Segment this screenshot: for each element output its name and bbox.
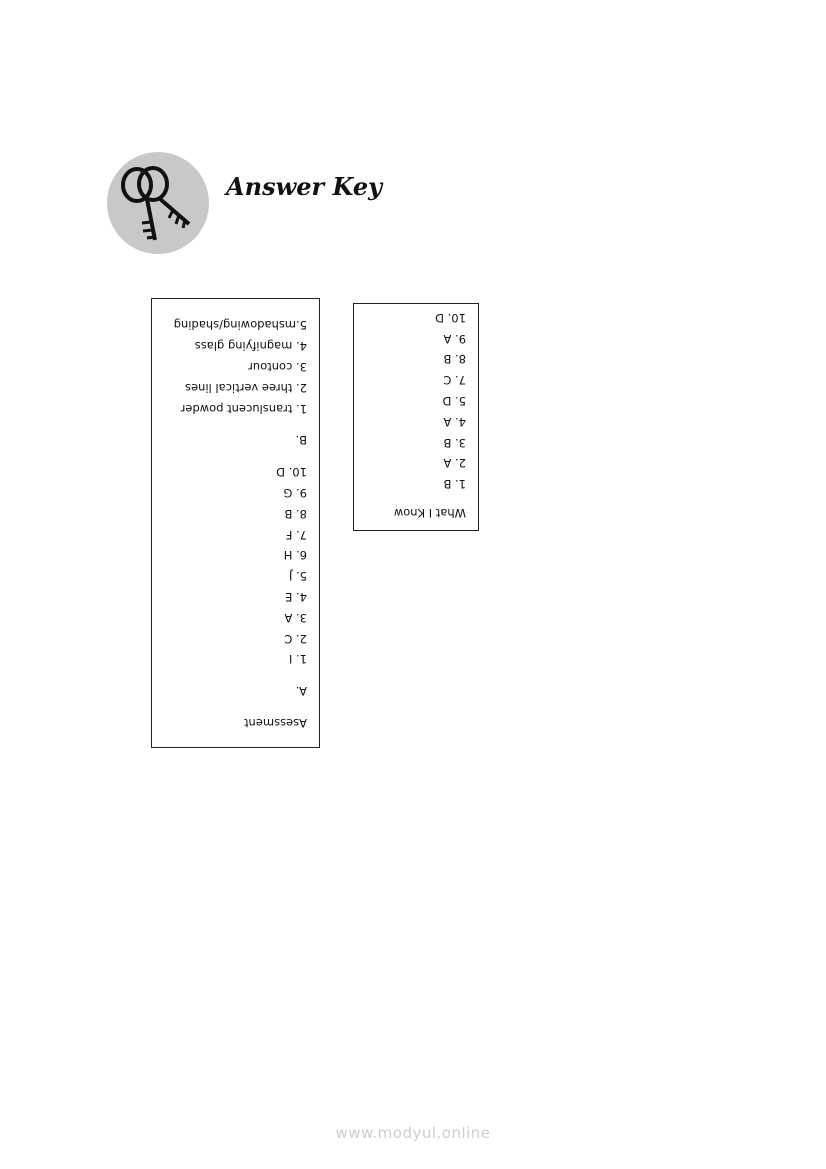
watermark: www.modyul.online (335, 1124, 491, 1142)
list-item: 4. A (443, 414, 466, 429)
list-item: 3. B (443, 435, 466, 450)
what-i-know-answer-box (353, 303, 479, 531)
keys-icon (107, 152, 209, 254)
list-item: 4. E (285, 590, 307, 605)
list-item: 1. I (288, 652, 307, 667)
list-item: 5.mshadowing/shading (173, 318, 307, 333)
list-item: 8. B (284, 506, 307, 521)
list-item: 9. G (283, 486, 307, 501)
list-item: 2. A (443, 456, 466, 471)
page-title: Answer Key (226, 172, 383, 201)
part-b-label: B. (295, 433, 307, 448)
assessment-answer-box (151, 298, 320, 748)
list-item: 2. three vertical lines (185, 380, 307, 395)
list-item: 5. D (442, 394, 466, 409)
what-i-know-heading: What I Know (393, 506, 466, 520)
list-item: 7. C (443, 373, 466, 388)
list-item: 3. contour (248, 360, 307, 375)
list-item: 5. J (288, 569, 307, 584)
list-item: 9. A (443, 331, 466, 346)
list-item: 10. D (276, 465, 307, 480)
list-item: 2. C (284, 631, 307, 646)
assessment-content (152, 299, 319, 747)
list-item: 7. F (285, 527, 307, 542)
list-item: 8. B (443, 352, 466, 367)
list-item: 6. H (283, 548, 307, 563)
assessment-heading: Asessment (244, 716, 307, 730)
list-item: 10. D (435, 310, 466, 325)
list-item: 1. B (443, 477, 466, 492)
part-a-label: A. (295, 684, 307, 699)
what-i-know-content (354, 304, 478, 530)
list-item: 1. translucent powder (180, 401, 307, 416)
list-item: 3. A (284, 610, 307, 625)
list-item: 4. magnifying glass (194, 339, 307, 354)
